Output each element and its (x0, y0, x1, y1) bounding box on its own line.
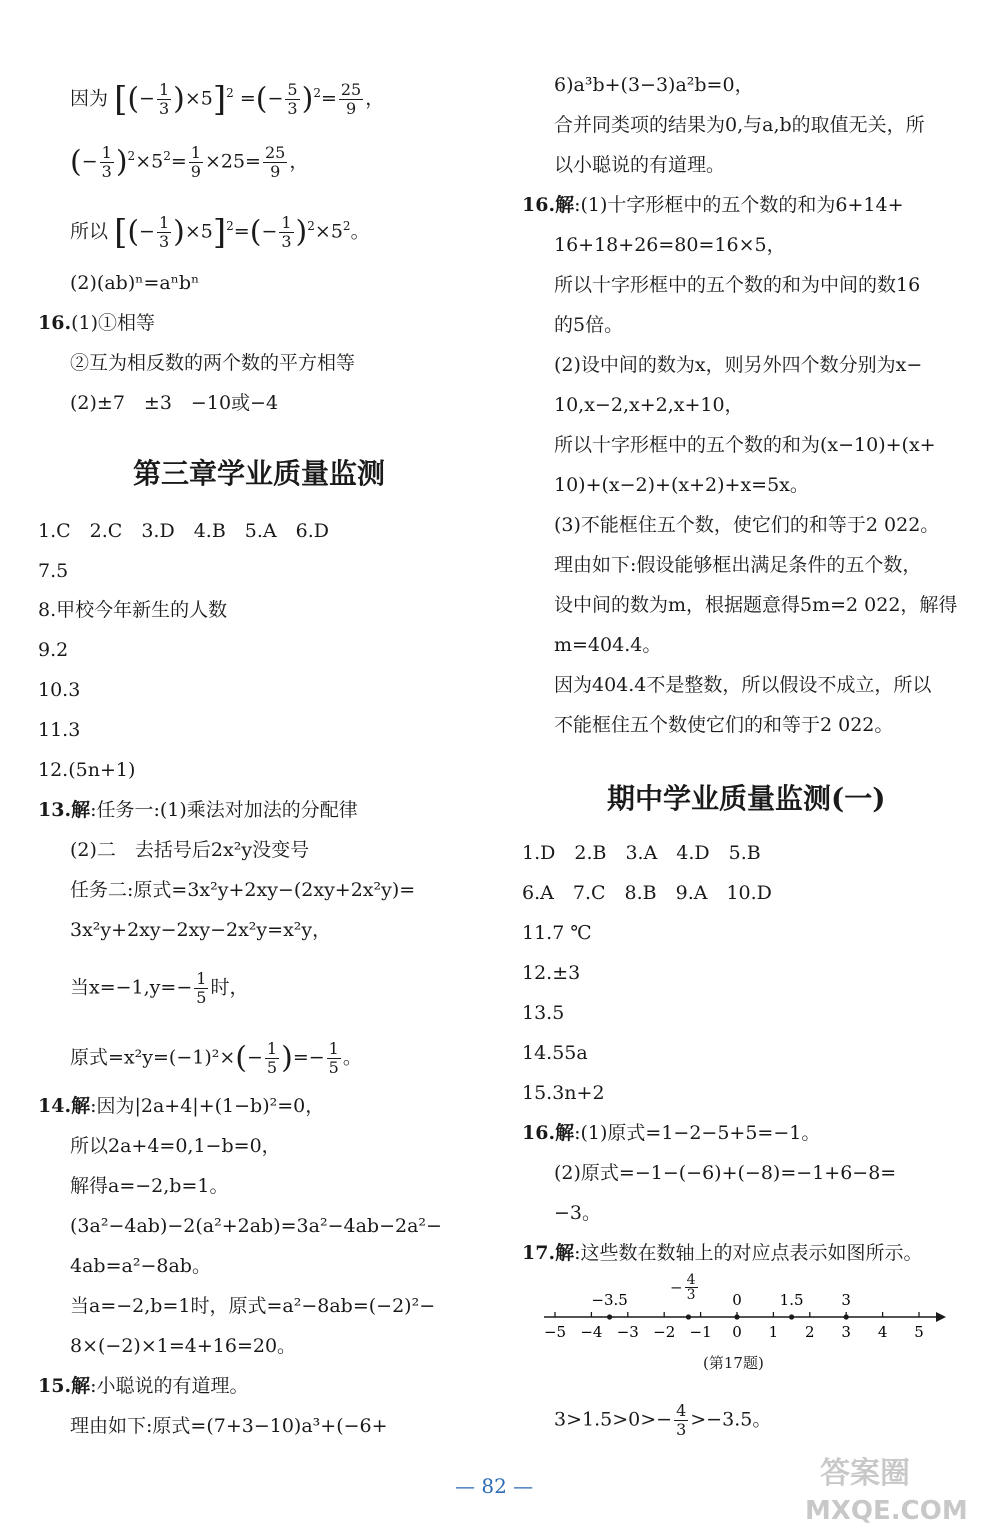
answer-10: 10.3 (38, 679, 81, 701)
fraction-one-third: $\frac{1}{3}$ (101, 142, 112, 181)
proof-line-3: 所以 [(− $\frac{1}{3}$ )×5]$^2$=(− $\frac{1}{3}$ )$^2\times 5^2$。 (70, 212, 370, 253)
q16r-line-12: m=404.4。 (554, 634, 662, 656)
tick-label: −2 (653, 1323, 676, 1341)
answer-12: 12.(5n+1) (38, 759, 136, 781)
point-label: 0 (732, 1291, 742, 1309)
q16r-line-3: 所以十字形框中的五个数的和为中间的数16 (554, 274, 921, 296)
arrow-head-icon (936, 1312, 946, 1322)
tick-label: 1 (768, 1323, 779, 1341)
q16r-line-5: (2)设中间的数为x，则另外四个数分别为x− (554, 354, 923, 376)
proof-line-2: (− $\frac{1}{3}$ )$^2\times 5^2=$ $\frac{1}{9}$ ×25= $\frac{25}{9}$ ， (70, 142, 309, 181)
fraction-one-fifth: $\frac{1}{5}$ (266, 1039, 278, 1077)
q14-line-1: 14.解:因为|2a+4|+(1−b)²=0， (38, 1095, 325, 1117)
page-number-footer: — 82 — (455, 1474, 534, 1498)
midterm-answer-15: 15.3n+2 (522, 1082, 605, 1104)
tick-label: 5 (914, 1323, 924, 1341)
fraction-five-thirds: $\frac{5}{3}$ (287, 79, 298, 118)
watermark-logo: 答案圈 (820, 1456, 910, 1491)
q16r-line-13: 因为404.4不是整数，所以假设不成立，所以 (554, 674, 932, 696)
q14-line-4: (3a²−4ab)−2(a²+2ab)=3a²−4ab−2a²− (70, 1215, 442, 1237)
answer-7: 7.5 (38, 560, 69, 582)
q14-line-7: 8×(−2)×1=4+16=20。 (70, 1335, 297, 1357)
q16r-line-9: (3)不能框住五个数，使它们的和等于2 022。 (554, 514, 940, 536)
midterm-answer-12: 12.±3 (522, 962, 581, 984)
q16r-line-8: 10)+(x−2)+(x+2)+x=5x。 (554, 474, 809, 496)
q16r-line-14: 不能框住五个数使它们的和等于2 022。 (554, 714, 894, 736)
tick-label: 2 (805, 1323, 815, 1341)
label-neg-four-thirds: − $\frac{4}{3}$ (670, 1272, 696, 1303)
midterm-q16-line-2: (2)原式=−1−(−6)+(−8)=−1+6−8= (554, 1162, 897, 1184)
q15-line-2: 理由如下:原式=(7+3−10)a³+(−6+ (70, 1415, 388, 1437)
point-group (591, 1291, 851, 1320)
mc-answers: 1.C 2.C 3.D 4.B 5.A 6.D (38, 520, 329, 542)
q13-line-3: 任务二:原式=3x²y+2xy−(2xy+2x²y)= (70, 879, 416, 901)
fraction-four-thirds: $\frac{4}{3}$ (676, 1401, 687, 1439)
q15-cont-line-1: 6)a³b+(3−3)a²b=0， (554, 74, 754, 96)
figure-caption: (第17题) (703, 1354, 764, 1372)
q13-line-4: 3x²y+2xy−2xy−2x²y=x²y， (70, 919, 332, 941)
midterm-title: 期中学业质量监测(一) (607, 782, 886, 815)
tick-label: 4 (877, 1323, 888, 1341)
midterm-answer-14: 14.55a (522, 1042, 588, 1064)
fraction-one-fifth: $\frac{1}{5}$ (328, 1039, 339, 1077)
midterm-q16-line-1: 16.解:(1)原式=1−2−5+5=−1。 (522, 1122, 821, 1144)
proof-line-1: 因为 [(− $\frac{1}{3}$ )×5]$^2$ =(− $\frac{5}{3}$ )$^2$= $\frac{25}{9}$ ， (70, 79, 385, 120)
q14-line-2: 所以2a+4=0,1−b=0， (70, 1135, 281, 1157)
tick-label: −5 (543, 1323, 567, 1341)
fraction-one-ninth: $\frac{1}{9}$ (190, 142, 201, 181)
q13-line-5: 当x=−1,y=− $\frac{1}{5}$ 时， (70, 969, 249, 1007)
q13-line-1: 13.解:任务一:(1)乘法对加法的分配律 (38, 799, 358, 821)
q16r-line-1: 16.解:(1)十字形框中的五个数的和为6+14+ (522, 194, 904, 216)
fraction-one-fifth: $\frac{1}{5}$ (196, 969, 207, 1007)
proof-line-4: (2)(ab)ⁿ=aⁿbⁿ (70, 272, 200, 294)
tick-label: 3 (841, 1323, 851, 1341)
page-number: 82 (481, 1474, 507, 1498)
q16-line-2: ②互为相反数的两个数的平方相等 (70, 352, 356, 374)
fraction-one-third: $\frac{1}{3}$ (281, 212, 292, 251)
q15-line-1: 15.解:小聪说的有道理。 (38, 1375, 249, 1397)
answer-9: 9.2 (38, 639, 69, 661)
q16r-line-2: 16+18+26=80=16×5， (554, 234, 786, 256)
point-marker (607, 1314, 612, 1319)
point-label: 1.5 (779, 1291, 804, 1309)
midterm-mc-line-2: 6.A 7.C 8.B 9.A 10.D (522, 882, 772, 904)
q17-conclusion: 3>1.5>0>− $\frac{4}{3}$ >−3.5。 (554, 1401, 772, 1439)
q16r-line-6: 10,x−2,x+2,x+10， (554, 394, 744, 416)
midterm-answer-11: 11.7 ℃ (522, 922, 592, 944)
q16r-line-4: 的5倍。 (554, 314, 624, 336)
q14-line-3: 解得a=−2,b=1。 (70, 1175, 229, 1197)
q15-cont-line-2: 合并同类项的结果为0,与a,b的取值无关，所 (554, 114, 925, 136)
point-marker (734, 1314, 739, 1319)
fraction-25-9: $\frac{25}{9}$ (340, 79, 362, 118)
midterm-q16-line-3: −3。 (554, 1202, 602, 1224)
midterm-q17-line-1: 17.解:这些数在数轴上的对应点表示如图所示。 (522, 1242, 923, 1264)
fraction-one-third: $\frac{1}{3}$ (158, 79, 170, 118)
watermark-url: MXQE.COM (805, 1496, 968, 1526)
chapter-title: 第三章学业质量监测 (133, 457, 386, 490)
tick-label: −3 (616, 1323, 639, 1341)
point-label: −3.5 (591, 1291, 628, 1309)
q13-line-6: 原式=x²y=(−1)²×(− $\frac{1}{5}$ )=− $\frac{1}{5}$ 。 (70, 1039, 362, 1077)
q14-line-6: 当a=−2,b=1时，原式=a²−8ab=(−2)²− (70, 1295, 436, 1317)
point-label: 3 (841, 1291, 851, 1309)
point-marker (686, 1314, 691, 1319)
q16-line-1: 16.(1)①相等 (38, 312, 155, 334)
midterm-answer-13: 13.5 (522, 1002, 565, 1024)
answer-11: 11.3 (38, 719, 81, 741)
fraction-25-9: $\frac{25}{9}$ (264, 142, 286, 181)
tick-label: 0 (732, 1323, 742, 1341)
point-marker (789, 1314, 794, 1319)
tick-label: −4 (580, 1323, 603, 1341)
tick-label: −1 (689, 1323, 712, 1341)
q16r-line-7: 所以十字形框中的五个数的和为(x−10)+(x+ (554, 434, 936, 456)
q16r-line-11: 设中间的数为m，根据题意得5m=2 022，解得 (554, 594, 958, 616)
q16r-line-10: 理由如下:假设能够框出满足条件的五个数， (554, 554, 922, 576)
q16-line-3: (2)±7 ±3 −10或−4 (70, 392, 279, 414)
fraction-one-third: $\frac{1}{3}$ (158, 212, 170, 251)
midterm-mc-line-1: 1.D 2.B 3.A 4.D 5.B (522, 842, 761, 864)
q15-cont-line-3: 以小聪说的有道理。 (554, 154, 726, 176)
point-marker (844, 1314, 849, 1319)
q14-line-5: 4ab=a²−8ab。 (70, 1255, 211, 1277)
answer-8: 8.甲校今年新生的人数 (38, 599, 228, 621)
q13-line-2: (2)二 去括号后2x²y没变号 (70, 839, 310, 861)
